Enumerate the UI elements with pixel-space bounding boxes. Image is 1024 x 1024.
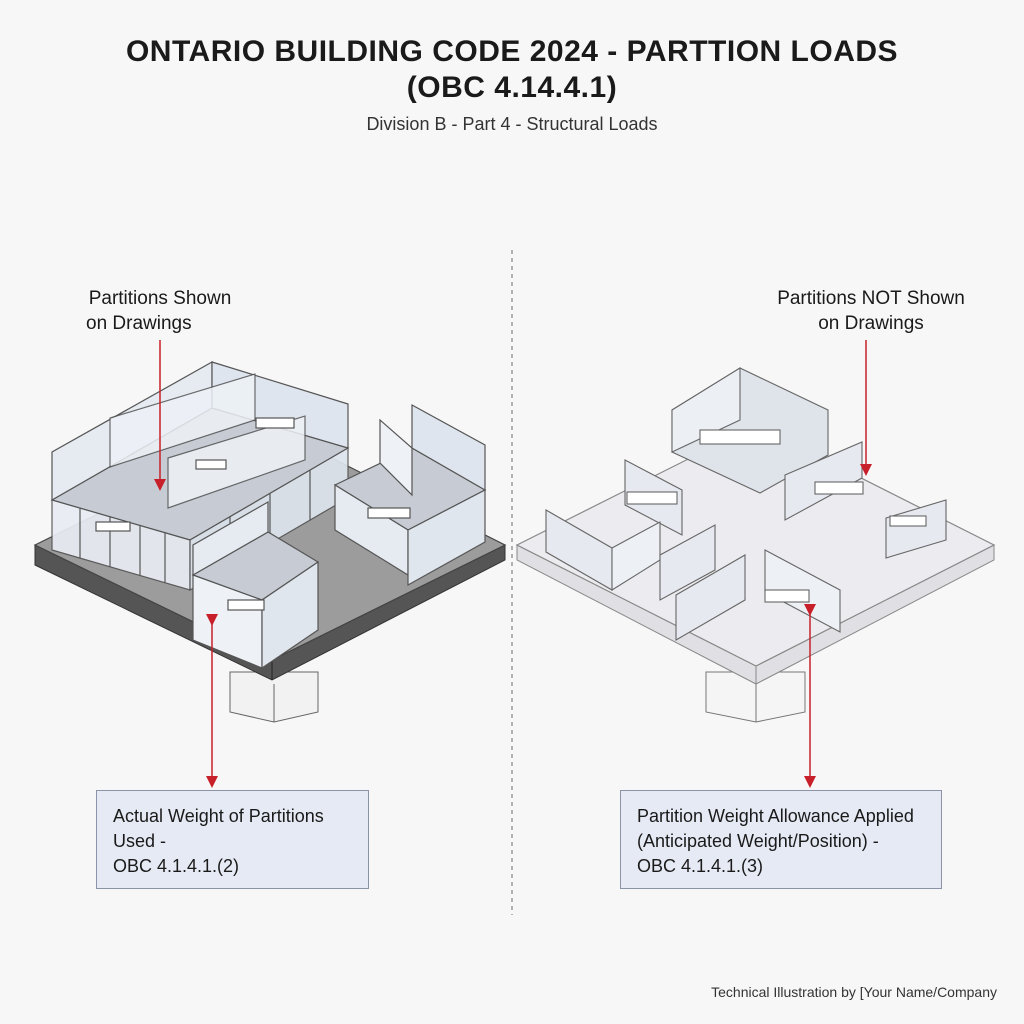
diagram-title-line2: (OBC 4.14.4.1) — [406, 71, 618, 104]
diagram-subtitle: Division B - Part 4 - Structural Loads — [366, 114, 658, 134]
right-panel-label-line1: Partitions NOT Shown — [777, 288, 965, 309]
left-panel-label — [60, 286, 260, 336]
left-callout-box — [96, 790, 369, 889]
diagram-title-line1: ONTARIO BUILDING CODE 2024 - PARTTION LOADS — [125, 35, 899, 68]
left-callout-line1: Actual Weight of Partitions — [113, 806, 324, 826]
left-callout-line3: OBC 4.1.4.1.(2) — [113, 856, 240, 876]
right-panel-label — [760, 286, 982, 336]
right-callout-box — [620, 790, 942, 889]
illustration-credit: Technical Illustration by [Your Name/Company — [711, 984, 997, 1000]
right-callout-line1: Partition Weight Allowance Applied — [637, 806, 914, 826]
right-callout-line3: OBC 4.1.4.1.(3) — [637, 856, 764, 876]
left-panel-label-line2: on Drawings — [86, 313, 192, 334]
left-panel-label-line1: Partitions Shown — [88, 288, 232, 309]
right-panel-label-line2: on Drawings — [818, 313, 924, 334]
left-callout-line2: Used - — [113, 831, 167, 851]
right-callout-line2: (Anticipated Weight/Position) - — [637, 831, 879, 851]
